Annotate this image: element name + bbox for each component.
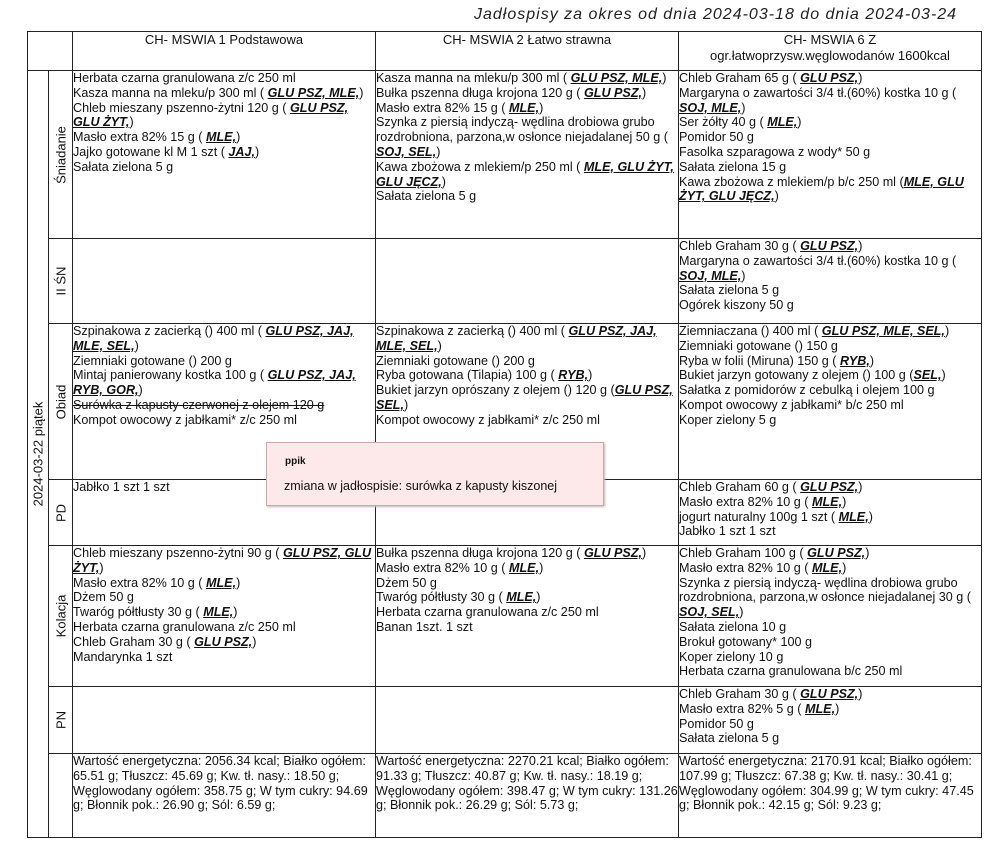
menu-cell (73, 687, 376, 754)
menu-item: Kawa zbożowa z mlekiem/p 250 ml ( MLE, GLU ŻYT, GLU JĘCZ,) (376, 159, 674, 189)
allergen-codes: GLU PSZ, GLU ŻYT, (73, 546, 372, 575)
menu-cell (679, 71, 982, 239)
allergen-codes: GLU PSZ, MLE, (570, 71, 663, 85)
menu-cell (376, 71, 679, 239)
date-label: 2024-03-22 piątek (30, 401, 46, 507)
allergen-codes: MLE, (812, 560, 843, 575)
menu-item: Masło extra 82% 10 g ( MLE,) (679, 560, 847, 575)
allergen-codes: GLU PSZ, MLE, SEL, (821, 324, 945, 338)
meal-row-kolacja (28, 546, 982, 687)
column-header-diet-6: CH- MSWIA 6 Z ogr.łatwoprzysw.węglowodanów 1600kcal (679, 32, 982, 71)
allergen-codes: GLU PSZ, MLE, (267, 85, 360, 100)
menu-item: Sałata zielona 5 g (679, 731, 780, 746)
menu-cell (679, 687, 982, 754)
nutrition-cell: Wartość energetyczna: 2270.21 kcal; Białko ogółem: 91.33 g; Tłuszcz: 40.87 g; Kw. tł. nasy.: 18.19 g; Węglowodany ogółem: 398.47 g; W tym cukry: 131.26 g; Błonnik pok.: 26.29 g; Sól: 5.73 g; (376, 754, 679, 838)
menu-item: Margaryna o zawartości 3/4 tł.(60%) kostka 10 g ( SOJ, MLE,) (679, 253, 957, 283)
page-title: Jadłospisy za okres od dnia 2024-03-18 do dnia 2024-03-24 (474, 6, 958, 23)
allergen-codes: MLE, (805, 701, 836, 716)
allergen-codes: SOJ, SEL, (679, 605, 740, 620)
menu-item: Chleb Graham 65 g ( GLU PSZ,) (679, 71, 863, 85)
menu-item: Margaryna o zawartości 3/4 tł.(60%) kostka 10 g ( SOJ, MLE,) (679, 85, 957, 115)
nutrition-cell: Wartość energetyczna: 2056.34 kcal; Białko ogółem: 65.51 g; Tłuszcz: 45.69 g; Kw. tł. nasy.: 18.50 g; Węglowodany ogółem: 358.75 g; W tym cukry: 94.69 g; Błonnik pok.: 26.90 g; Sól: 6.59 g; (73, 754, 376, 838)
menu-cell (679, 324, 982, 480)
allergen-codes: MLE, GLU ŻYT, GLU JĘCZ, (679, 174, 964, 204)
menu-item: Herbata czarna granulowana z/c 250 ml (73, 619, 296, 634)
meal-label-cell: Śniadanie (49, 71, 73, 239)
allergen-codes: MLE, (812, 494, 843, 509)
allergen-codes: SEL, (913, 368, 942, 383)
menu-item: Szpinakowa z zacierką () 400 ml ( GLU PSZ, JAJ, MLE, SEL,) (73, 324, 354, 353)
menu-item: Mintaj panierowany kostka 100 g ( GLU PSZ, JAJ, RYB, GOR,) (73, 368, 356, 398)
menu-item: Szpinakowa z zacierką () 400 ml ( GLU PSZ, JAJ, MLE, SEL,) (376, 324, 657, 353)
menu-item: Masło extra 82% 10 g ( MLE,) (679, 494, 847, 509)
menu-item: Koper zielony 10 g (679, 649, 784, 664)
menu-item: Mandarynka 1 szt (73, 649, 173, 664)
menu-item: Dżem 50 g (376, 575, 437, 590)
menu-cell (679, 239, 982, 324)
allergen-codes: SOJ, SEL, (376, 144, 437, 159)
menu-item: Sałata zielona 5 g (73, 159, 174, 174)
menu-item: Herbata czarna granulowana z/c 250 ml (376, 605, 599, 620)
menu-item: Chleb Graham 100 g ( GLU PSZ,) (679, 546, 870, 560)
menu-item: Kompot owocowy z jabłkami* b/c 250 ml (679, 397, 904, 412)
comment-author: ppik (285, 456, 306, 467)
allergen-codes: GLU PSZ, (807, 546, 866, 560)
menu-item: Kompot owocowy z jabłkami* z/c 250 ml (376, 412, 600, 427)
allergen-codes: MLE, (506, 590, 537, 605)
column-header-diet-2: CH- MSWIA 2 Łatwo strawna (376, 32, 679, 71)
menu-item: Ziemniaki gotowane () 200 g (376, 353, 535, 368)
allergen-codes: GLU PSZ, JAJ, MLE, SEL, (73, 324, 354, 353)
allergen-codes: MLE, (767, 115, 798, 130)
menu-item: Sałatka z pomidorów z cebulką i olejem 100 g (679, 383, 935, 398)
menu-item: Kasza manna na mleku/p 300 ml ( GLU PSZ, MLE,) (73, 85, 364, 100)
menu-item: Masło extra 82% 5 g ( MLE,) (679, 701, 840, 716)
meal-row-pn (28, 687, 982, 754)
menu-cell (73, 546, 376, 687)
menu-item: Bułka pszenna długa krojona 120 g ( GLU PSZ,) (376, 85, 647, 100)
allergen-codes: JAJ, (228, 144, 255, 159)
meal-label-cell: PN (49, 687, 73, 754)
menu-item: Sałata zielona 10 g (679, 619, 787, 634)
menu-item: Ogórek kiszony 50 g (679, 298, 794, 313)
allergen-codes: GLU PSZ, (800, 480, 859, 494)
allergen-codes: MLE, (206, 575, 237, 590)
menu-item: Bukiet jarzyn oprószany z olejem () 120 g (GLU PSZ, SEL,) (376, 383, 673, 412)
menu-item: Fasolka szparagowa z wody* 50 g (679, 144, 871, 159)
allergen-codes: GLU PSZ, (800, 687, 859, 701)
allergen-codes: GLU PSZ, GLU ŻYT, (73, 100, 349, 130)
menu-item: Szynka z piersią indyczą- wędlina drobiowa grubo rozdrobniona, parzona,w osłonce niejadalanej 30 g ( SOJ, SEL,) (679, 575, 971, 620)
allergen-codes: RYB, (839, 353, 870, 368)
meal-label-cell: II ŚN (49, 239, 73, 324)
allergen-codes: MLE, (203, 605, 234, 620)
menu-item: Pomidor 50 g (679, 716, 754, 731)
menu-item: Surówka z kapusty czerwonej z olejem 120 g (73, 397, 325, 412)
meal-label-cell: Kolacja (49, 546, 73, 687)
menu-item: Ziemniaki gotowane () 200 g (73, 353, 232, 368)
menu-cell (679, 480, 982, 546)
menu-item: Herbata czarna granulowana b/c 250 ml (679, 664, 903, 679)
allergen-codes: GLU PSZ, JAJ, RYB, GOR, (73, 368, 356, 398)
menu-cell (376, 546, 679, 687)
menu-item: Jajko gotowane kl M 1 szt ( JAJ,) (73, 144, 260, 159)
allergen-codes: MLE, (206, 130, 237, 145)
menu-cell (679, 546, 982, 687)
menu-item: Masło extra 82% 15 g ( MLE,) (73, 130, 241, 145)
header-corner (28, 32, 73, 71)
menu-item: Ser żółty 40 g ( MLE,) (679, 115, 802, 130)
menu-item: Chleb Graham 30 g ( GLU PSZ,) (679, 687, 863, 701)
menu-item: Bukiet jarzyn gotowany z olejem () 100 g (SEL,) (679, 368, 946, 383)
menu-cell (73, 71, 376, 239)
menu-item: Chleb Graham 30 g ( GLU PSZ,) (73, 634, 257, 649)
menu-item: Koper zielony 5 g (679, 412, 777, 427)
menu-item: Kasza manna na mleku/p 300 ml ( GLU PSZ, MLE,) (376, 71, 667, 85)
menu-item: Ryba gotowana (Tilapia) 100 g ( RYB,) (376, 368, 593, 383)
menu-item: Dżem 50 g (73, 590, 134, 605)
nutrition-cell: Wartość energetyczna: 2170.91 kcal; Białko ogółem: 107.99 g; Tłuszcz: 67.38 g; Kw. tł. nasy.: 30.41 g; Węglowodany ogółem: 304.99 g; W tym cukry: 47.45 g; Błonnik pok.: 42.15 g; Sól: 9.23 g; (679, 754, 982, 838)
meal-row-sniadanie (28, 71, 982, 239)
allergen-codes: GLU PSZ, (800, 71, 859, 85)
menu-item: jogurt naturalny 100g 1 szt ( MLE,) (679, 509, 873, 524)
comment-popup[interactable] (266, 442, 604, 506)
meal-row-ii-sn (28, 239, 982, 324)
menu-item: Sałata zielona 15 g (679, 159, 787, 174)
allergen-codes: MLE, (509, 560, 540, 575)
menu-item: Bułka pszenna długa krojona 120 g ( GLU PSZ,) (376, 546, 647, 560)
menu-item: Chleb mieszany pszenno-żytni 90 g ( GLU PSZ, GLU ŻYT,) (73, 546, 372, 575)
menu-item: Szynka z piersią indyczą- wędlina drobiowa grubo rozdrobniona, parzona,w osłonce niejadalanej 50 g ( SOJ, SEL,) (376, 115, 668, 159)
menu-item: Chleb mieszany pszenno-żytni 120 g ( GLU PSZ, GLU ŻYT,) (73, 100, 349, 130)
menu-item: Jabłko 1 szt 1 szt (73, 480, 170, 494)
menu-item: Kawa zbożowa z mlekiem/p b/c 250 ml (MLE, GLU ŻYT, GLU JĘCZ,) (679, 174, 964, 204)
allergen-codes: GLU PSZ, JAJ, MLE, SEL, (376, 324, 657, 353)
date-cell (28, 71, 49, 838)
allergen-codes: RYB, (558, 368, 589, 383)
menu-item: Brokuł gotowany* 100 g (679, 634, 813, 649)
allergen-codes: GLU PSZ, (583, 546, 643, 560)
menu-item: Sałata zielona 5 g (679, 283, 780, 298)
allergen-codes: MLE, (509, 100, 540, 115)
menu-item: Jabłko 1 szt 1 szt (679, 524, 776, 539)
menu-cell (376, 687, 679, 754)
allergen-codes: MLE, (838, 509, 869, 524)
menu-item: Ryba w folii (Miruna) 150 g ( RYB,) (679, 353, 875, 368)
comment-text: zmiana w jadłospisie: surówka z kapusty kiszonej (284, 479, 558, 493)
meal-label-cell: PD (49, 480, 73, 546)
meal-label-cell: Obiad (49, 324, 73, 480)
allergen-codes: MLE, GLU ŻYT, GLU JĘCZ, (376, 159, 674, 189)
menu-item: Masło extra 82% 15 g ( MLE,) (376, 100, 544, 115)
menu-item: Ziemniaki gotowane () 150 g (679, 338, 838, 353)
allergen-codes: SOJ, MLE, (679, 268, 742, 283)
menu-item: Pomidor 50 g (679, 130, 754, 145)
menu-item: Kompot owocowy z jabłkami* z/c 250 ml (73, 412, 297, 427)
column-header-diet-1: CH- MSWIA 1 Podstawowa (73, 32, 376, 71)
menu-item: Chleb Graham 30 g ( GLU PSZ,) (679, 239, 863, 253)
allergen-codes: SOJ, MLE, (679, 100, 742, 115)
menu-item: Twaróg półtłusty 30 g ( MLE,) (376, 590, 541, 605)
menu-item: Ziemniaczana () 400 ml ( GLU PSZ, MLE, SEL,) (679, 324, 950, 338)
menu-cell (73, 239, 376, 324)
menu-item: Masło extra 82% 10 g ( MLE,) (73, 575, 241, 590)
allergen-codes: GLU PSZ, (583, 85, 643, 100)
menu-item: Chleb Graham 60 g ( GLU PSZ,) (679, 480, 863, 494)
allergen-codes: GLU PSZ, SEL, (376, 383, 673, 412)
allergen-codes: GLU PSZ, (194, 634, 253, 649)
nutrition-row (28, 754, 982, 838)
menu-cell (376, 239, 679, 324)
menu-item: Masło extra 82% 10 g ( MLE,) (376, 560, 544, 575)
menu-item: Twaróg półtłusty 30 g ( MLE,) (73, 605, 238, 620)
allergen-codes: GLU PSZ, (800, 239, 859, 253)
meal-label-cell (49, 754, 73, 838)
menu-table (27, 31, 982, 838)
menu-item: Herbata czarna granulowana z/c 250 ml (73, 71, 296, 85)
menu-item: Sałata zielona 5 g (376, 189, 477, 204)
menu-item: Banan 1szt. 1 szt (376, 619, 473, 634)
